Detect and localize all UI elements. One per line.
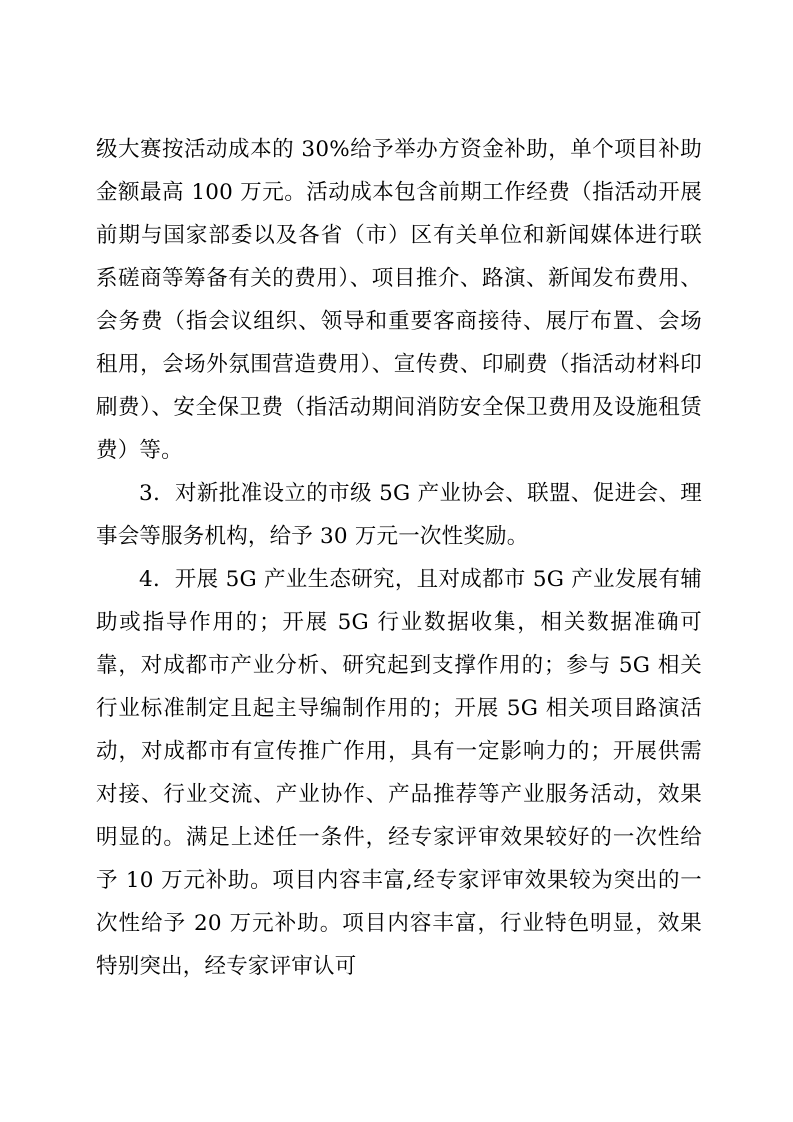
paragraph-item-4: 4．开展 5G 产业生态研究，且对成都市 5G 产业发展有辅助或指导作用的；开展 5G 行业数据收集，相关数据准确可靠，对成都市产业分析、研究起到支撑作用的；参与 5G 相关行业标准制定且起主导编制作用的；开展 5G 相关项目路演活动，对成都市有宣传推广作用，具有一定影响力的；开展供需对接、行业交流、产业协作、产品推荐等产业服务活动，效果明显的。满足上述任一条件，经专家评审效果较好的一次性给予 10 万元补助。项目内容丰富,经专家评审效果较为突出的一次性给予 20 万元补助。项目内容丰富，行业特色明显，效果特别突出，经专家评审认可 (96, 567, 702, 979)
page-body-text (96, 128, 702, 988)
paragraph-item-3: 3．对新批准设立的市级 5G 产业协会、联盟、促进会、理事会等服务机构，给予 30 万元一次性奖励。 (96, 481, 702, 549)
paragraph-continuation: 级大赛按活动成本的 30%给予举办方资金补助，单个项目补助金额最高 100 万元。活动成本包含前期工作经费（指活动开展前期与国家部委以及各省（市）区有关单位和新闻媒体进行联系磋商等筹备有关的费用）、项目推介、路演、新闻发布费用、会务费（指会议组织、领导和重要客商接待、展厅布置、会场租用，会场外氛围营造费用）、宣传费、印刷费（指活动材料印刷费）、安全保卫费（指活动期间消防安全保卫费用及设施租赁费）等。 (96, 137, 702, 463)
